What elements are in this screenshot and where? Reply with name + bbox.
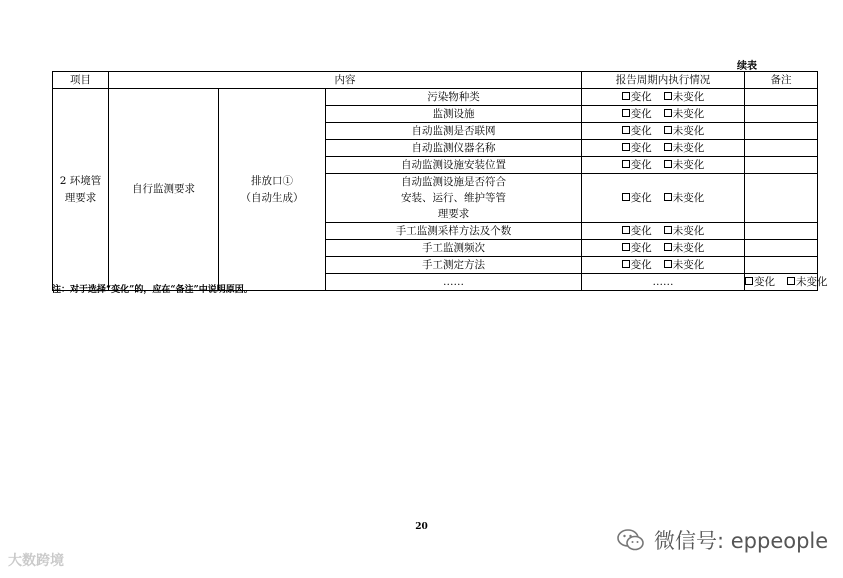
checkbox-icon	[664, 109, 672, 117]
option-changed[interactable]: 变化	[622, 191, 652, 206]
wechat-icon	[616, 527, 646, 553]
checkbox-icon	[664, 160, 672, 168]
status-options	[582, 240, 745, 257]
checkbox-icon	[745, 277, 753, 285]
table-note: 注：对于选择“变化”的，应在“备注”中说明原因。	[52, 285, 253, 295]
option-unchanged[interactable]: 未变化	[664, 141, 705, 156]
watermark-right-text: 微信号: eppeople	[654, 529, 829, 553]
remarks-cell[interactable]	[745, 174, 818, 223]
option-unchanged[interactable]: 未变化	[664, 107, 705, 122]
table-header-row	[53, 72, 818, 89]
checkbox-icon	[664, 243, 672, 251]
continued-label: 续表	[737, 61, 757, 72]
checkbox-icon	[622, 226, 630, 234]
option-unchanged[interactable]: 未变化	[664, 241, 705, 256]
ellipsis-outlet: ……	[326, 274, 582, 291]
ellipsis-content: ……	[582, 274, 745, 291]
row-label: 污染物种类	[326, 89, 582, 106]
checkbox-icon	[622, 126, 630, 134]
checkbox-icon	[622, 160, 630, 168]
outlet-name: 排放口①	[251, 174, 293, 187]
remarks-cell[interactable]	[745, 223, 818, 240]
header-content: 内容	[109, 72, 582, 89]
checkbox-icon	[622, 243, 630, 251]
row-label: 监测设施	[326, 106, 582, 123]
row-label: 自动监测设施安装位置	[326, 157, 582, 174]
status-options	[582, 157, 745, 174]
option-changed[interactable]: 变化	[622, 107, 652, 122]
checkbox-icon	[622, 143, 630, 151]
status-options	[582, 223, 745, 240]
option-unchanged[interactable]: 未变化	[664, 158, 705, 173]
option-unchanged[interactable]: 未变化	[787, 275, 828, 290]
status-options	[582, 106, 745, 123]
option-unchanged[interactable]: 未变化	[664, 191, 705, 206]
remarks-cell[interactable]	[745, 106, 818, 123]
checkbox-icon	[622, 260, 630, 268]
watermark-left	[8, 550, 64, 570]
checkbox-icon	[664, 126, 672, 134]
option-changed[interactable]: 变化	[622, 90, 652, 105]
watermark-left-text: 大数跨境	[8, 553, 64, 569]
reporting-table	[52, 71, 828, 291]
status-options	[745, 274, 828, 291]
status-options	[582, 174, 745, 223]
checkbox-icon	[664, 260, 672, 268]
checkbox-icon	[622, 193, 630, 201]
option-changed[interactable]: 变化	[622, 258, 652, 273]
status-options	[582, 123, 745, 140]
row-label: 自动监测是否联网	[326, 123, 582, 140]
option-changed[interactable]: 变化	[622, 241, 652, 256]
option-changed[interactable]: 变化	[622, 224, 652, 239]
row-label: 手工测定方法	[326, 257, 582, 274]
remarks-cell[interactable]	[745, 89, 818, 106]
option-changed[interactable]: 变化	[622, 158, 652, 173]
remarks-cell[interactable]	[745, 240, 818, 257]
option-unchanged[interactable]: 未变化	[664, 124, 705, 139]
checkbox-icon	[622, 92, 630, 100]
remarks-cell[interactable]	[745, 257, 818, 274]
option-changed[interactable]: 变化	[622, 124, 652, 139]
checkbox-icon	[787, 277, 795, 285]
checkbox-icon	[664, 143, 672, 151]
checkbox-icon	[664, 92, 672, 100]
subcategory-cell: 自行监测要求	[109, 89, 219, 291]
option-unchanged[interactable]: 未变化	[664, 90, 705, 105]
checkbox-icon	[622, 109, 630, 117]
row-label: 自动监测仪器名称	[326, 140, 582, 157]
header-item: 项目	[53, 72, 109, 89]
checkbox-icon	[664, 226, 672, 234]
status-options	[582, 140, 745, 157]
option-changed[interactable]: 变化	[745, 275, 775, 290]
header-status: 报告周期内执行情况	[582, 72, 745, 89]
status-options	[582, 257, 745, 274]
remarks-cell[interactable]	[745, 123, 818, 140]
row-label: 手工监测频次	[326, 240, 582, 257]
status-options	[582, 89, 745, 106]
checkbox-icon	[664, 193, 672, 201]
remarks-cell[interactable]	[745, 157, 818, 174]
header-remarks: 备注	[745, 72, 818, 89]
option-changed[interactable]: 变化	[622, 141, 652, 156]
category-cell: 2 环境管理要求	[53, 89, 109, 291]
option-unchanged[interactable]: 未变化	[664, 258, 705, 273]
table-row	[53, 89, 818, 106]
row-label: 手工监测采样方法及个数	[326, 223, 582, 240]
remarks-cell[interactable]	[745, 140, 818, 157]
outlet-note: （自动生成）	[240, 191, 304, 204]
outlet-cell	[219, 89, 326, 291]
page-number: 20	[415, 522, 428, 532]
option-unchanged[interactable]: 未变化	[664, 224, 705, 239]
row-label: 自动监测设施是否符合安装、运行、维护等管理要求	[326, 174, 582, 223]
watermark-right	[616, 526, 828, 554]
